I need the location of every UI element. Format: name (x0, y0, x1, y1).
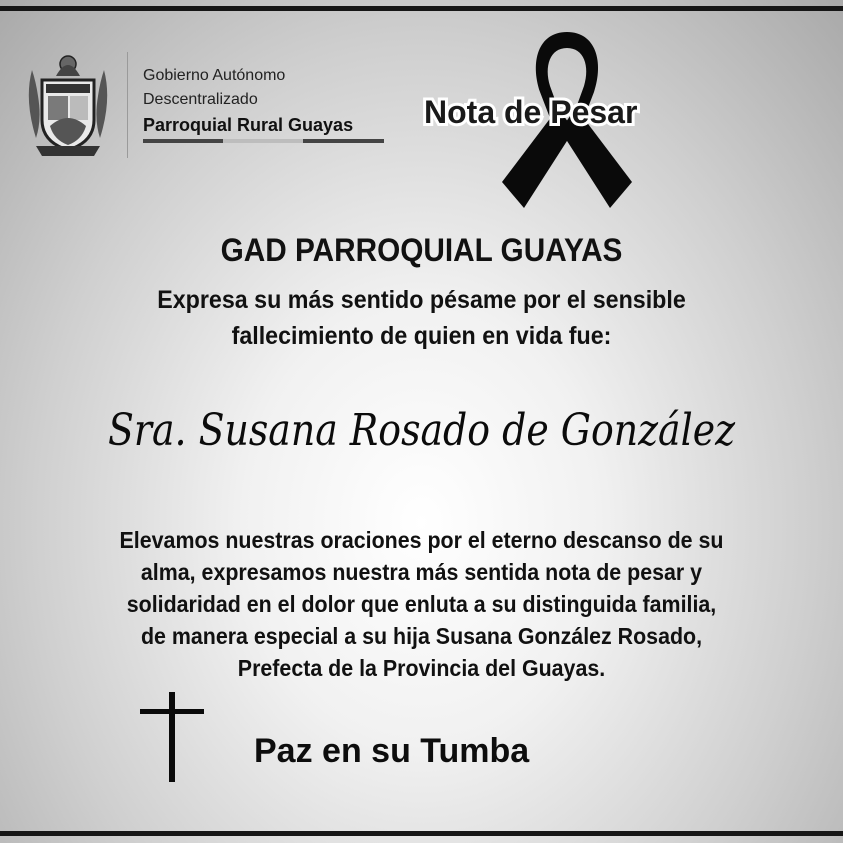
message-line-3: solidaridad en el dolor que enluta a su distinguida familia, (126, 591, 717, 617)
org-line-2: Descentralizado (143, 91, 258, 108)
organization-name (143, 64, 393, 143)
cross-icon (140, 692, 204, 782)
condolence-message (30, 524, 814, 684)
intro-line-2: fallecimiento de quien en vida fue: (231, 322, 612, 350)
header-divider (127, 52, 128, 158)
page-title: Nota de Pesar (424, 94, 638, 130)
intro-line-1: Expresa su más sentido pésame por el sensible (157, 286, 686, 314)
intro-text (30, 282, 814, 354)
org-underline (143, 139, 384, 143)
heading: GAD PARROQUIAL GUAYAS (220, 232, 623, 268)
deceased-name: Sra. Susana Rosado de González (107, 405, 736, 456)
bottom-border (0, 831, 843, 836)
message-line-5: Prefecta de la Provincia del Guayas. (237, 655, 606, 681)
top-border (0, 6, 843, 11)
org-line-1: Gobierno Autónomo (143, 67, 286, 84)
message-line-1: Elevamos nuestras oraciones por el eterno descanso de su (119, 527, 724, 553)
coat-of-arms-icon (22, 50, 114, 162)
org-line-3: Parroquial Rural Guayas (143, 115, 354, 135)
closing-text: Paz en su Tumba (254, 732, 530, 770)
message-line-4: de manera especial a su hija Susana González Rosado, (140, 623, 703, 649)
message-line-2: alma, expresamos nuestra más sentida nota de pesar y (140, 559, 703, 585)
